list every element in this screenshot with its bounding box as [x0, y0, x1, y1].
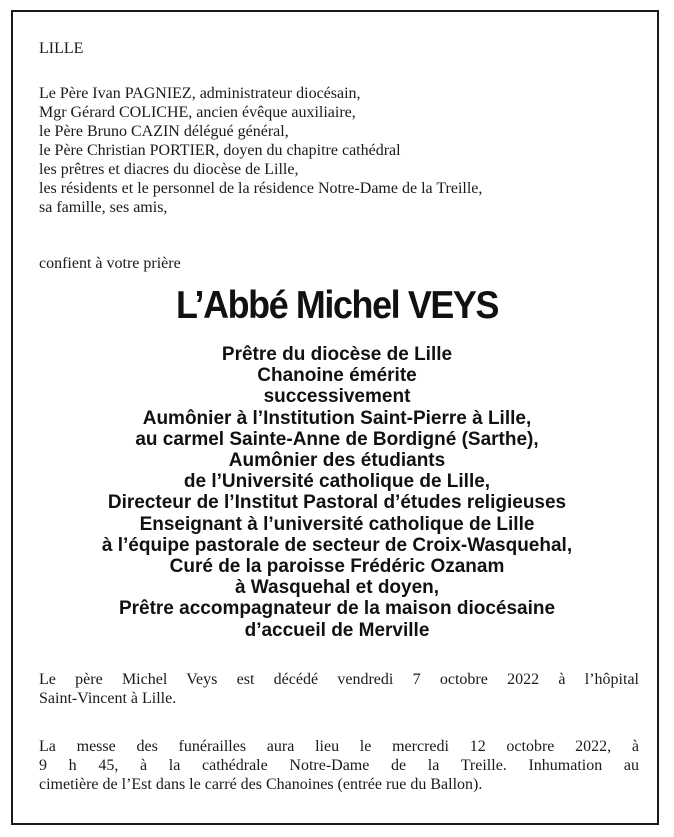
announcer-line: les résidents et le personnel de la résidence Notre-Dame de la Treille, — [39, 180, 483, 197]
title-line: Enseignant à l’université catholique de Lille — [139, 513, 535, 535]
title-line: Prêtre accompagnateur de la maison diocésaine — [118, 598, 556, 620]
announcer-line: le Père Bruno CAZIN délégué général, — [39, 123, 289, 140]
title-line: Directeur de l’Institut Pastoral d’études religieuses — [107, 492, 567, 514]
death-line: Le père Michel Veys est décédé vendredi 7 octobre 2022 à l’hôpital — [39, 671, 639, 688]
title-line: de l’Université catholique de Lille, — [183, 471, 491, 493]
announcer-line: Mgr Gérard COLICHE, ancien évêque auxiliaire, — [39, 104, 356, 121]
title-line: successivement — [263, 386, 411, 408]
announcers-list — [39, 84, 649, 217]
death-announcement — [39, 670, 639, 708]
confient-phrase: confient à votre prière — [39, 255, 181, 272]
title-line: Chanoine émérite — [257, 365, 417, 387]
title-line: au carmel Sainte-Anne de Bordigné (Sarthe), — [135, 428, 539, 450]
title-line: Aumônier à l’Institution Saint-Pierre à Lille, — [142, 407, 532, 429]
deceased-name: L’Abbé Michel VEYS — [175, 284, 499, 327]
announcer-line: sa famille, ses amis, — [39, 199, 168, 216]
funeral-line: cimetière de l’Est dans le carré des Chanoines (entrée rue du Ballon). — [39, 776, 483, 793]
title-line: à l’équipe pastorale de secteur de Croix-Wasquehal, — [101, 534, 573, 556]
funeral-line: La messe des funérailles aura lieu le mercredi 12 octobre 2022, à — [39, 738, 639, 755]
title-line: Aumônier des étudiants — [228, 450, 446, 472]
announcer-line: Le Père Ivan PAGNIEZ, administrateur diocésain, — [39, 85, 361, 102]
death-line: Saint-Vincent à Lille. — [39, 690, 177, 707]
title-line: d’accueil de Merville — [244, 619, 430, 641]
funeral-line: 9 h 45, à la cathédrale Notre-Dame de la Treille. Inhumation au — [39, 757, 639, 774]
obituary-notice — [11, 10, 659, 825]
funeral-details — [39, 737, 639, 794]
title-line: Curé de la paroisse Frédéric Ozanam — [169, 556, 505, 578]
announcer-line: le Père Christian PORTIER, doyen du chapitre cathédral — [39, 142, 401, 159]
city-heading: LILLE — [39, 40, 84, 57]
announcer-line: les prêtres et diacres du diocèse de Lille, — [39, 161, 299, 178]
title-line: Prêtre du diocèse de Lille — [221, 344, 453, 365]
title-line: à Wasquehal et doyen, — [234, 577, 440, 599]
titles-list — [13, 344, 661, 641]
